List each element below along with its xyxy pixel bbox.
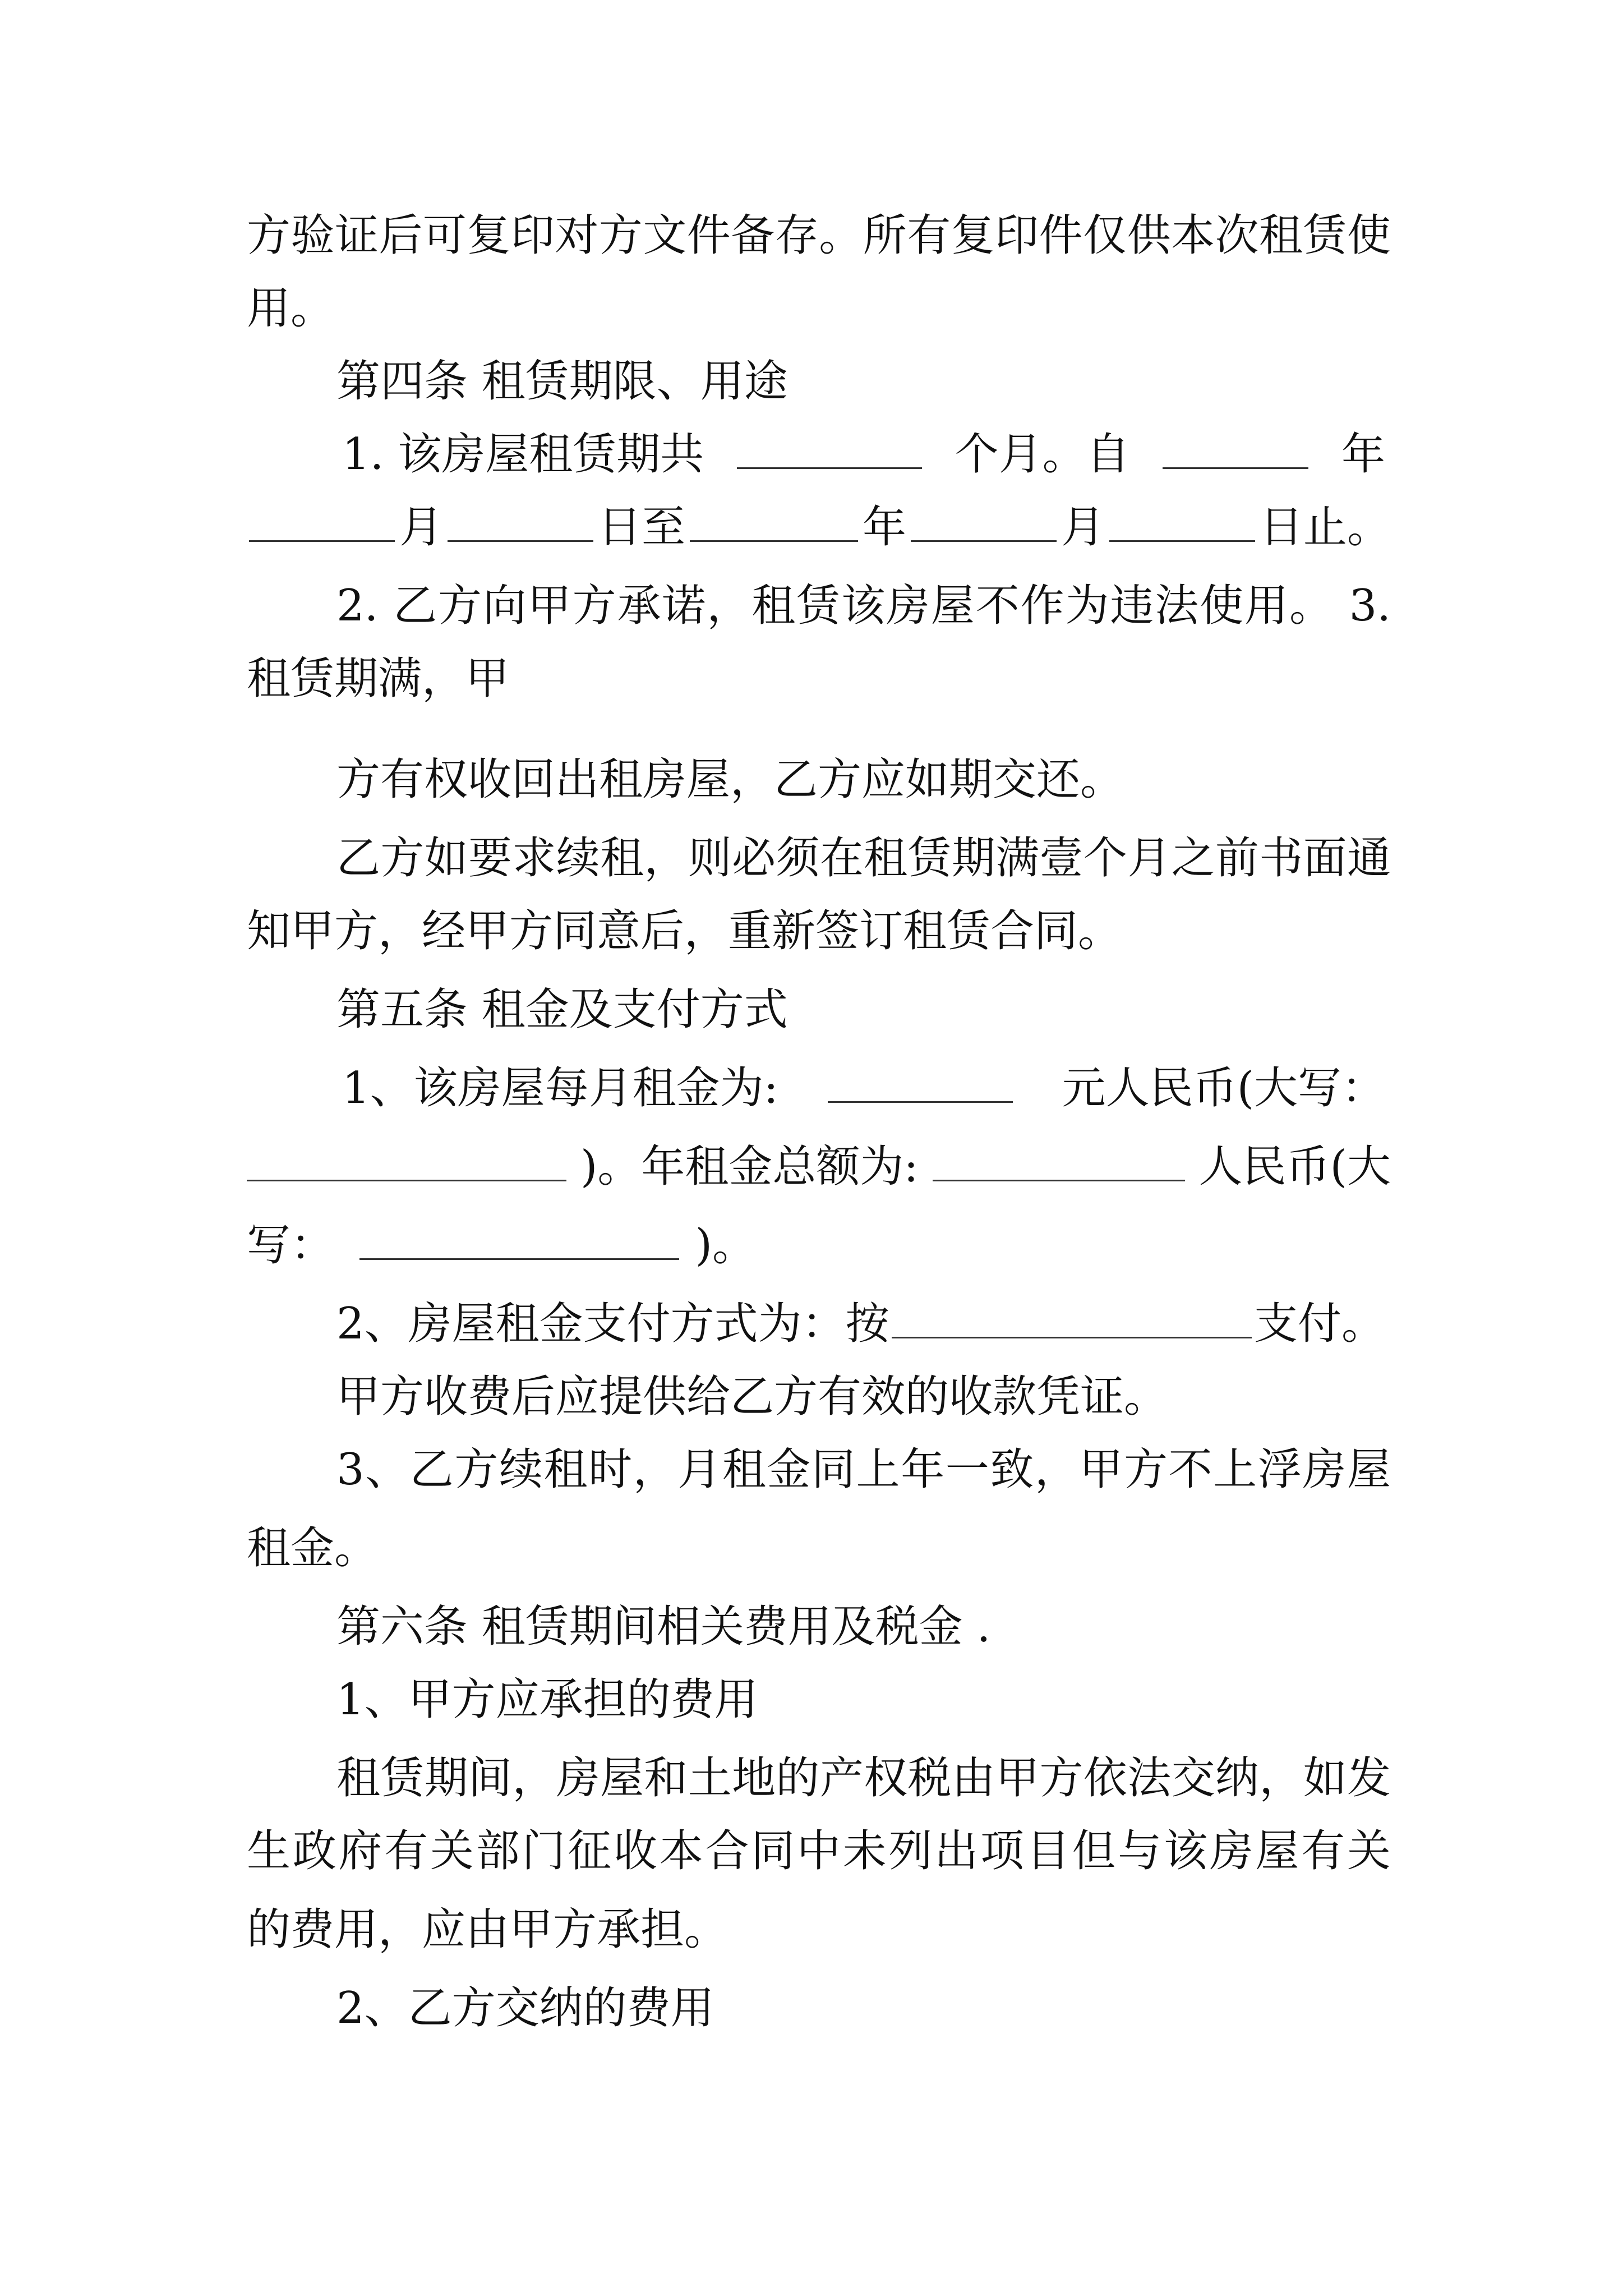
paragraph-line: 租赁期间，房屋和土地的产权税由甲方依法交纳，如发 (336, 1753, 1391, 1803)
paragraph-line: 乙方如要求续租，则必须在租赁期满壹个月之前书面通 (336, 833, 1391, 884)
paragraph-line: 用。 (247, 283, 335, 334)
day-to-text: 日至 (597, 502, 685, 553)
month-text: 月 (399, 502, 443, 553)
payment-method-label: 2、房屋租金支付方式为：按 (336, 1299, 889, 1349)
paragraph-line: 3、乙方续租时，月租金同上年一致，甲方不上浮房屋 (336, 1444, 1391, 1495)
paragraph-line: 租金。 (247, 1523, 379, 1573)
end-day-text: 日止。 (1259, 502, 1391, 553)
start-month-blank (249, 501, 395, 542)
start-day-blank (448, 501, 593, 542)
monthly-rent-unit: 元人民币(大写： (1062, 1063, 1385, 1114)
annual-rent-label: )。年租金总额为: (580, 1142, 919, 1192)
end-day-blank (1109, 501, 1255, 542)
section-heading-article-5: 第五条 租金及支付方式 (336, 984, 788, 1035)
paragraph-line: 2. 乙方向甲方承诺，租赁该房屋不作为违法使用。 3. (336, 581, 1391, 631)
subsection-heading: 1、甲方应承担的费用 (336, 1674, 758, 1725)
months-text: 个月。自 (955, 429, 1130, 480)
year-text: 年 (1341, 429, 1385, 480)
section-heading-article-4: 第四条 租赁期限、用途 (336, 356, 788, 407)
monthly-rent-blank (828, 1062, 1013, 1103)
payment-method-blank (892, 1297, 1252, 1338)
paragraph-line: 甲方收费后应提供给乙方有效的收款凭证。 (336, 1372, 1168, 1422)
subsection-heading: 2、乙方交纳的费用 (336, 1983, 714, 2033)
payment-method-end: 支付。 (1253, 1299, 1385, 1349)
paragraph-line: 租赁期满，甲 (247, 654, 510, 704)
uppercase-label: 写： (247, 1220, 335, 1271)
months-blank (737, 428, 922, 469)
closing-paren: )。 (695, 1220, 757, 1271)
paragraph-line: 生政府有关部门征收本合同中未列出项目但与该房屋有关 (247, 1826, 1391, 1876)
lease-term-label: 1. 该房屋租赁期共 (342, 429, 704, 480)
paragraph-line: 的费用，应由甲方承担。 (247, 1904, 728, 1955)
paragraph-line: 方有权收回出租房屋，乙方应如期交还。 (336, 754, 1124, 805)
lease-term-line (342, 426, 1385, 482)
monthly-rent-uppercase-blank (247, 1140, 566, 1181)
section-heading-article-6: 第六条 租赁期间相关费用及税金 . (336, 1602, 991, 1652)
end-year-blank (690, 501, 858, 542)
monthly-rent-label: 1、该房屋每月租金为: (342, 1063, 778, 1114)
annual-rent-blank (933, 1140, 1185, 1181)
annual-rent-uppercase-line (247, 1217, 1391, 1273)
end-year-text: 年 (862, 502, 906, 553)
annual-rent-line (247, 1139, 1391, 1195)
payment-method-line (336, 1296, 1385, 1352)
start-year-blank (1163, 428, 1308, 469)
annual-rent-uppercase-blank (359, 1219, 679, 1260)
end-month-text: 月 (1061, 502, 1105, 553)
lease-date-line (247, 499, 1391, 555)
paragraph-line: 方验证后可复印对方文件备存。所有复印件仅供本次租赁使 (247, 210, 1391, 261)
monthly-rent-line (342, 1060, 1385, 1116)
paragraph-line: 知甲方，经甲方同意后，重新签订租赁合同。 (247, 906, 1122, 956)
annual-rent-unit: 人民币(大 (1198, 1142, 1391, 1192)
end-month-blank (911, 501, 1057, 542)
